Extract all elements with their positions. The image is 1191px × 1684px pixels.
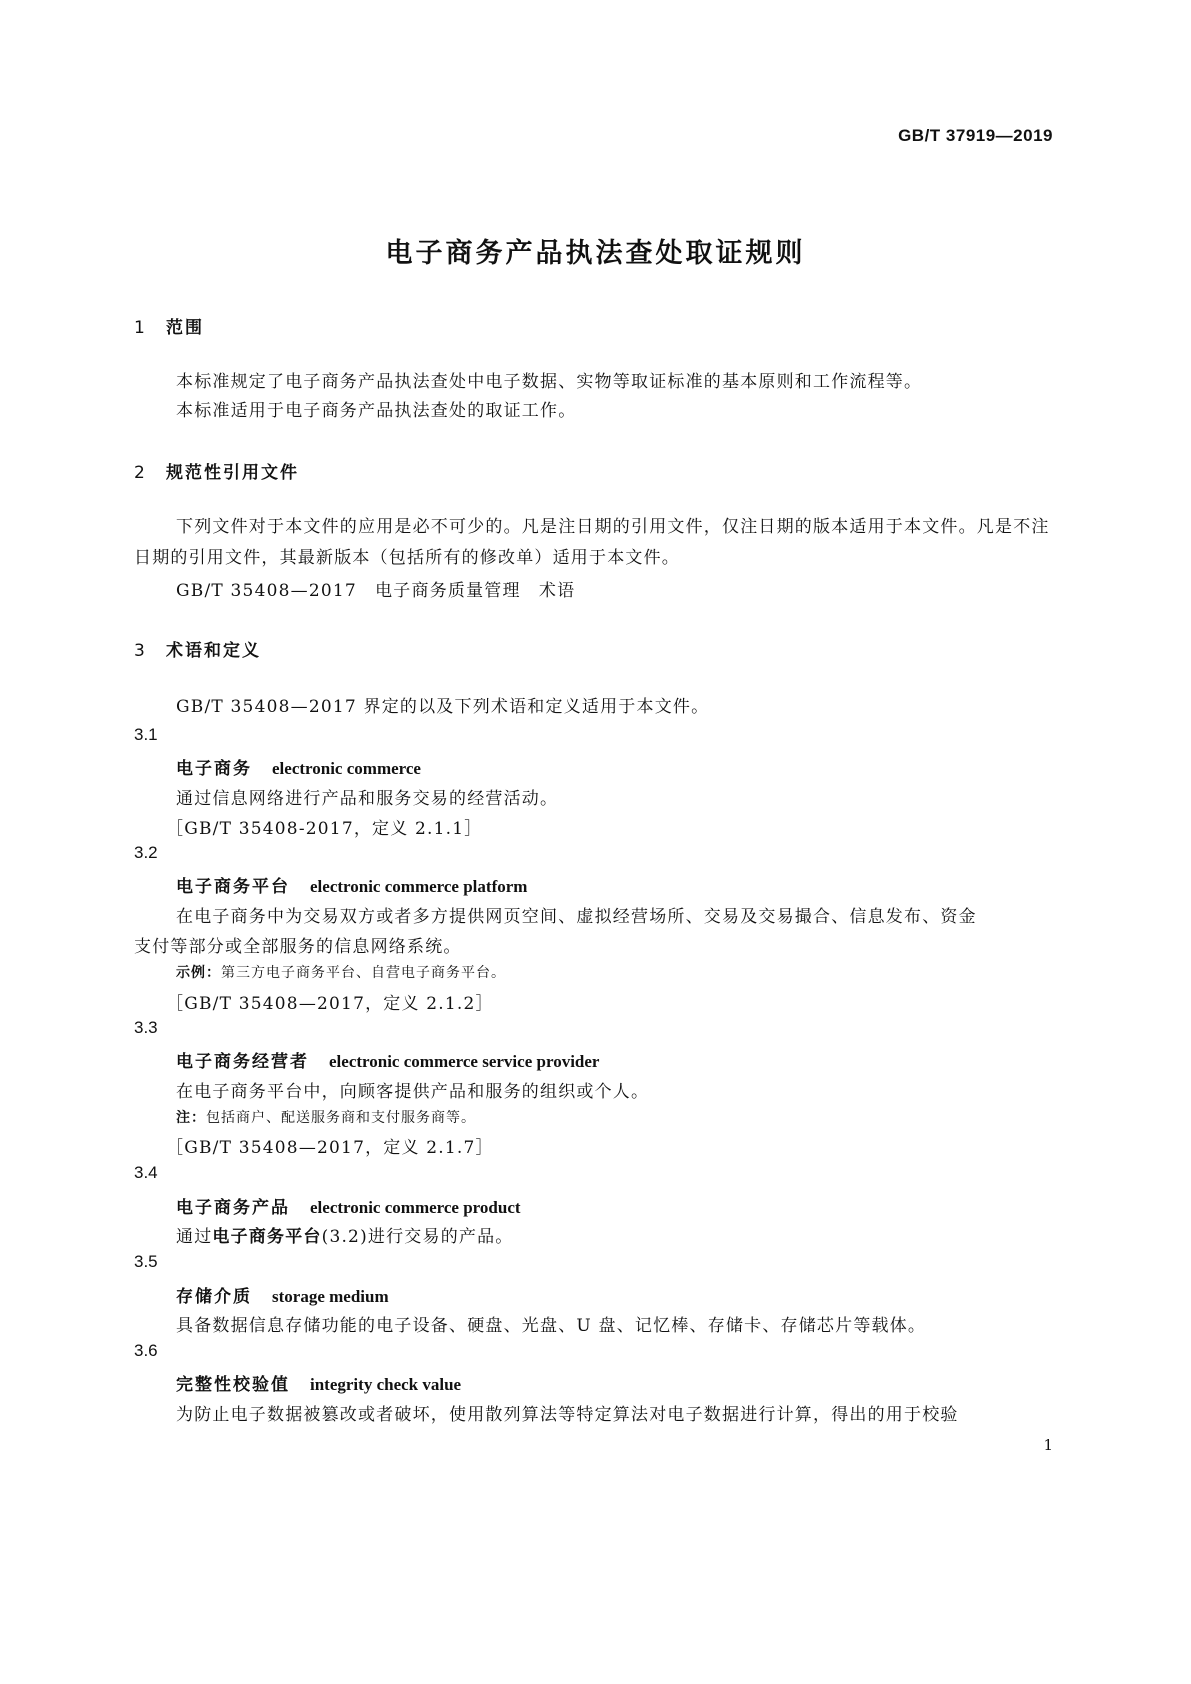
term-heading (176, 754, 421, 779)
section-title: 范围 (166, 318, 204, 338)
term-heading (176, 1370, 461, 1395)
term-chinese: 存储介质 (176, 1287, 252, 1307)
term-definition-line-1: 在电子商务中为交易双方或者多方提供网页空间、虚拟经营场所、交易及交易撮合、信息发布、资金 (176, 907, 977, 927)
term-chinese: 电子商务产品 (176, 1198, 290, 1218)
term-heading (176, 1282, 389, 1307)
term-chinese: 电子商务平台 (176, 877, 290, 897)
term-chinese: 完整性校验值 (176, 1375, 290, 1395)
term-chinese: 电子商务经营者 (176, 1052, 309, 1072)
term-english: electronic commerce product (310, 1198, 521, 1217)
reference-code: GB/T 35408—2017 (176, 581, 357, 601)
definition-text-post: (3.2)进行交易的产品。 (321, 1227, 514, 1247)
example-text: 第三方电子商务平台、自营电子商务平台。 (221, 965, 506, 981)
definition-term-ref: 电子商务平台 (212, 1227, 322, 1247)
term-english: electronic commerce (272, 759, 421, 778)
term-number: 3.1 (134, 725, 158, 744)
scope-paragraph-1: 本标准规定了电子商务产品执法查处中电子数据、实物等取证标准的基本原则和工作流程等。 (176, 372, 923, 392)
term-english: storage medium (272, 1287, 389, 1306)
section-heading-terms (134, 636, 261, 661)
term-definition: 在电子商务平台中，向顾客提供产品和服务的组织或个人。 (176, 1082, 650, 1102)
term-number: 3.5 (134, 1252, 158, 1271)
term-number: 3.4 (134, 1163, 158, 1182)
section-number: 2 (134, 463, 147, 483)
term-number: 3.6 (134, 1341, 158, 1360)
term-chinese: 电子商务 (176, 759, 252, 779)
term-heading (176, 1193, 521, 1218)
term-heading (176, 872, 527, 897)
term-definition: 具备数据信息存储功能的电子设备、硬盘、光盘、U 盘、记忆棒、存储卡、存储芯片等载体。 (176, 1316, 927, 1336)
definition-text-pre: 通过 (176, 1227, 213, 1247)
term-english: electronic commerce service provider (329, 1052, 600, 1071)
term-number: 3.2 (134, 843, 158, 862)
term-definition: 通过信息网络进行产品和服务交易的经营活动。 (176, 789, 559, 809)
reference-entry (176, 576, 575, 601)
section-heading-references (134, 458, 299, 483)
term-example (176, 962, 506, 982)
reference-title: 电子商务质量管理 术语 (375, 581, 576, 601)
page-number: 1 (1043, 1436, 1053, 1454)
term-source: ［GB/T 35408—2017，定义 2.1.7］ (166, 1138, 494, 1158)
term-number: 3.3 (134, 1018, 158, 1037)
section-heading-scope (134, 313, 204, 338)
section-number: 1 (134, 318, 147, 338)
section-number: 3 (134, 641, 147, 661)
example-label: 示例： (176, 965, 221, 981)
term-english: electronic commerce platform (310, 877, 528, 896)
note-text: 包括商户、配送服务商和支付服务商等。 (206, 1110, 476, 1126)
scope-paragraph-2: 本标准适用于电子商务产品执法查处的取证工作。 (176, 401, 577, 421)
section-title: 术语和定义 (166, 641, 261, 661)
section-title: 规范性引用文件 (166, 463, 299, 483)
standard-code: GB/T 37919—2019 (898, 126, 1053, 145)
terms-intro: GB/T 35408—2017 界定的以及下列术语和定义适用于本文件。 (176, 697, 710, 717)
term-source: ［GB/T 35408—2017，定义 2.1.2］ (166, 994, 494, 1014)
term-definition: 为防止电子数据被篡改或者破坏，使用散列算法等特定算法对电子数据进行计算，得出的用于校验 (176, 1405, 959, 1425)
note-label: 注： (176, 1110, 206, 1126)
term-source: ［GB/T 35408-2017，定义 2.1.1］ (166, 819, 483, 839)
document-title: 电子商务产品执法查处取证规则 (385, 238, 806, 269)
term-definition (176, 1222, 514, 1247)
term-definition-line-2: 支付等部分或全部服务的信息网络系统。 (134, 937, 462, 957)
references-paragraph: 下列文件对于本文件的应用是必不可少的。凡是注日期的引用文件，仅注日期的版本适用于本文件。凡是不注日期的引用文件，其最新版本（包括所有的修改单）适用于本文件。 (134, 517, 1050, 568)
term-heading (176, 1047, 599, 1072)
term-english: integrity check value (310, 1375, 462, 1394)
term-note (176, 1107, 476, 1127)
